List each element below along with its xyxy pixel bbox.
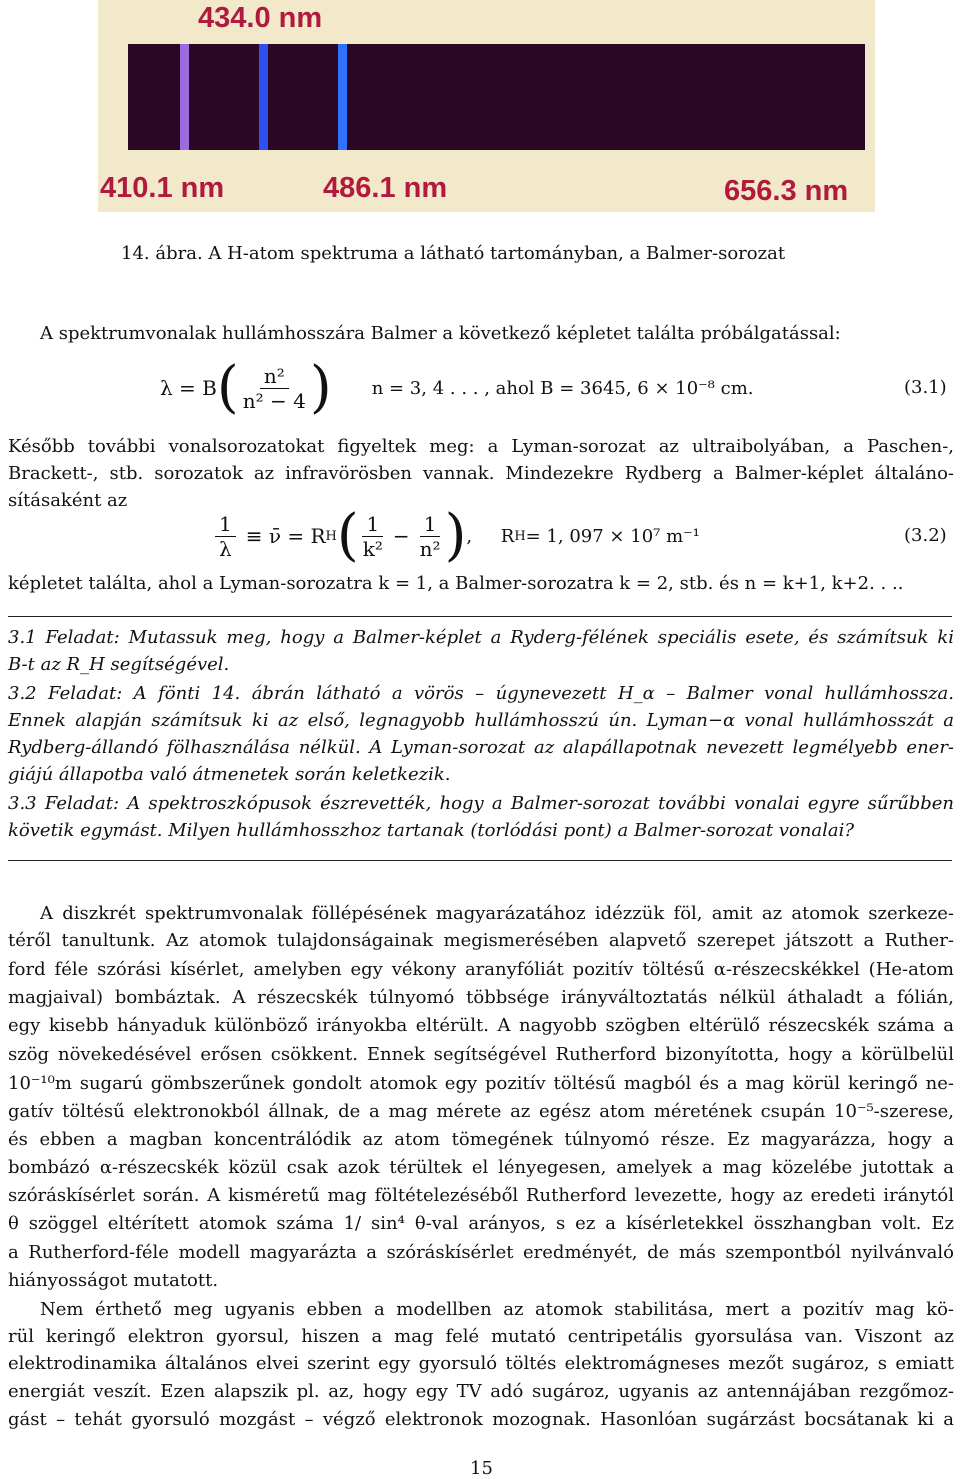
label-434nm: 434.0 nm [198, 2, 323, 34]
paragraph-intro: A spektrumvonalak hullámhosszára Balmer a következő képletet találta próbálgatással: [40, 323, 841, 344]
paragraph-kn: képletet találta, ahol a Lyman-sorozatra k = 1, a Balmer-sorozatra k = 2, stb. és n = k+1, k+2. . .. [8, 573, 904, 594]
eq1-tail: n = 3, 4 . . . , ahol B = 3645, 6 × 10⁻⁸ cm. [371, 377, 754, 399]
equation-3-1: λ = B ( $\frac{\text{n²}}{\text{n² − 4}}$ ) n = 3, 4 . . . , ahol B = 3645, 6 × 10⁻⁸ cm. [160, 355, 754, 420]
task-3-1-line1: 3.1 Feladat: Mutassuk meg, hogy a Balmer-képlet a Ryderg-félének speciális esete, és számítsuk ki [8, 627, 954, 648]
task-3-1-line2: B-t az R_H segítségével. [8, 654, 230, 675]
task-3-3-line1: 3.3 Feladat: A spektroszkópusok észrevették, hogy a Balmer-sorozat további vonalai egyre sűrűbben [8, 793, 954, 814]
equation-number-3-1: (3.1) [904, 377, 947, 398]
task-3-2-line3: Rydberg-állandó fölhasználása nélkül. A Lyman-sorozat az alapállapotnak nevezett legmélyebb ener- [8, 737, 954, 758]
figure-caption: 14. ábra. A H-atom spektruma a látható tartományban, a Balmer-sorozat [121, 243, 786, 264]
label-410nm: 410.1 nm [100, 172, 225, 204]
divider-bottom [8, 860, 952, 861]
equation-3-2: $\frac{1}{\lambda}$ ≡ ν̄ = R H ( $\frac{1}{\text{k²}}$ − $\frac{1}{\text{n²}}$ ) , R H = 1, 097 × 10⁷ m⁻¹ [215, 504, 700, 568]
spectral-line-410 [180, 44, 189, 150]
spectral-line-486 [338, 44, 347, 150]
task-3-3-line2: követik egymást. Milyen hullámhosszhoz tartanak (torlódási pont) a Balmer-sorozat vonalai? [8, 820, 855, 841]
spectrum-band [128, 44, 865, 150]
task-3-2-line4: giájú állapotba való átmenetek során keletkezik. [8, 764, 451, 785]
label-486nm: 486.1 nm [323, 172, 448, 204]
divider-top [8, 616, 952, 617]
task-3-2-line1: 3.2 Feladat: A fönti 14. ábrán látható a vörös – úgynevezett H_α – Balmer vonal hullámhossza. [8, 683, 954, 704]
page-number: 15 [470, 1458, 493, 1479]
paragraph-rydberg-line2: Brackett-, stb. sorozatok az infravörösben vannak. Mindezekre Rydberg a Balmer-képlet általáno- [8, 463, 954, 484]
task-3-2-line2: Ennek alapján számítsuk ki az első, legnagyobb hullámhosszú ún. Lyman−α vonal hullámhosszát a [8, 710, 954, 731]
paragraph-rydberg-line3: sításaként az [8, 490, 128, 511]
paragraph-rydberg-line1: Később további vonalsorozatokat figyeltek meg: a Lyman-sorozat az ultraibolyában, a Paschen-, [8, 436, 954, 457]
spectrum-figure [98, 0, 875, 212]
equation-number-3-2: (3.2) [904, 525, 947, 546]
eq1-fraction: $\frac{\text{n²}}{\text{n² − 4}}$ [242, 363, 306, 413]
eq1-lhs: λ = B [160, 376, 217, 400]
label-656nm: 656.3 nm [724, 175, 849, 207]
spectral-line-434 [259, 44, 268, 150]
